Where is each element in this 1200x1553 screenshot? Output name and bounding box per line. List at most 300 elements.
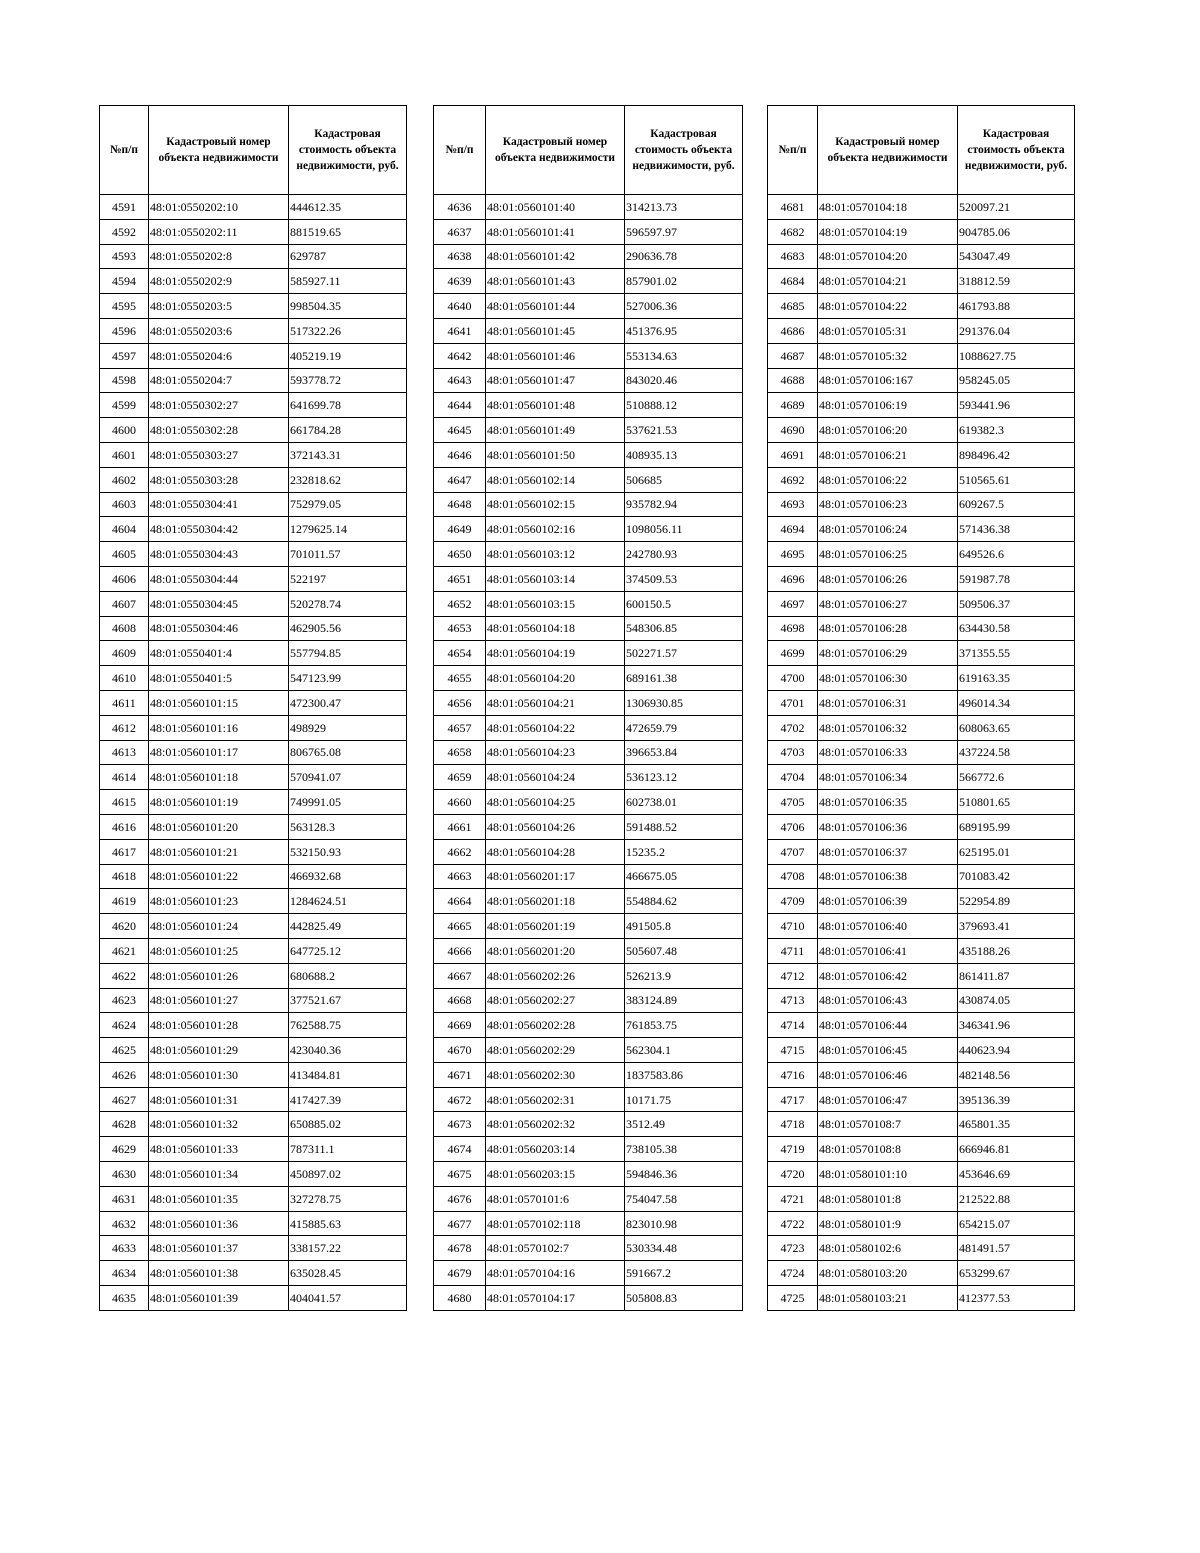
cadastral-value: 526213.9: [625, 963, 743, 988]
table-row: [434, 988, 743, 1013]
table-row: [434, 566, 743, 591]
row-number: 4698: [768, 616, 818, 641]
cadastral-number: 48:01:0550204:6: [149, 343, 289, 368]
cadastral-value: 843020.46: [625, 368, 743, 393]
row-number: 4592: [100, 219, 149, 244]
cadastral-value: 861411.87: [958, 963, 1075, 988]
cadastral-number: 48:01:0560102:15: [486, 492, 625, 517]
cadastral-number: 48:01:0580103:20: [818, 1261, 958, 1286]
cadastral-number: 48:01:0560101:25: [149, 938, 289, 963]
table-row: [434, 889, 743, 914]
cadastral-value: 689195.99: [958, 814, 1075, 839]
row-number: 4689: [768, 393, 818, 418]
cadastral-value: 570941.07: [289, 765, 407, 790]
cadastral-number: 48:01:0550401:5: [149, 666, 289, 691]
cadastral-number: 48:01:0560104:18: [486, 616, 625, 641]
cadastral-value: 290636.78: [625, 244, 743, 269]
table-row: [768, 715, 1075, 740]
cadastral-value: 647725.12: [289, 938, 407, 963]
row-number: 4626: [100, 1062, 149, 1087]
cadastral-number: 48:01:0550202:11: [149, 219, 289, 244]
row-number: 4707: [768, 839, 818, 864]
row-number: 4710: [768, 914, 818, 939]
table-row: [100, 368, 407, 393]
cadastral-number: 48:01:0560101:19: [149, 790, 289, 815]
table-row: [768, 566, 1075, 591]
cadastral-value: 242780.93: [625, 542, 743, 567]
cadastral-value: 641699.78: [289, 393, 407, 418]
cadastral-value: 505808.83: [625, 1286, 743, 1311]
row-number: 4593: [100, 244, 149, 269]
row-number: 4611: [100, 690, 149, 715]
cadastral-number: 48:01:0550202:9: [149, 269, 289, 294]
cadastral-number: 48:01:0560101:15: [149, 690, 289, 715]
cadastral-value: 453646.69: [958, 1162, 1075, 1187]
row-number: 4712: [768, 963, 818, 988]
row-number: 4649: [434, 517, 486, 542]
table-row: [768, 1261, 1075, 1286]
table-row: [434, 666, 743, 691]
cadastral-number: 48:01:0570106:31: [818, 690, 958, 715]
cadastral-number: 48:01:0580102:6: [818, 1236, 958, 1261]
header-cadastral-number: Кадастровый номер объекта недвижимости: [818, 106, 958, 195]
cadastral-number: 48:01:0560202:27: [486, 988, 625, 1013]
row-number: 4705: [768, 790, 818, 815]
cadastral-value: 1306930.85: [625, 690, 743, 715]
cadastral-value: 327278.75: [289, 1186, 407, 1211]
row-number: 4700: [768, 666, 818, 691]
cadastral-value: 530334.48: [625, 1236, 743, 1261]
row-number: 4652: [434, 591, 486, 616]
table-row: [768, 690, 1075, 715]
table-row: [434, 616, 743, 641]
cadastral-value: 510801.65: [958, 790, 1075, 815]
cadastral-value: 1837583.86: [625, 1062, 743, 1087]
cadastral-value: 404041.57: [289, 1286, 407, 1311]
cadastral-value: 372143.31: [289, 442, 407, 467]
cadastral-value: 461793.88: [958, 294, 1075, 319]
cadastral-number: 48:01:0550304:41: [149, 492, 289, 517]
cadastral-value: 491505.8: [625, 914, 743, 939]
row-number: 4684: [768, 269, 818, 294]
cadastral-number: 48:01:0560202:28: [486, 1013, 625, 1038]
cadastral-number: 48:01:0570102:7: [486, 1236, 625, 1261]
header-number: №п/п: [768, 106, 818, 195]
cadastral-number: 48:01:0560104:20: [486, 666, 625, 691]
cadastral-number: 48:01:0570106:167: [818, 368, 958, 393]
table-row: [434, 715, 743, 740]
table-row: [768, 740, 1075, 765]
table-row: [768, 418, 1075, 443]
row-number: 4655: [434, 666, 486, 691]
cadastral-value: 666946.81: [958, 1137, 1075, 1162]
cadastral-value: 15235.2: [625, 839, 743, 864]
cadastral-value: 608063.65: [958, 715, 1075, 740]
cadastral-number: 48:01:0560101:38: [149, 1261, 289, 1286]
table-row: [100, 690, 407, 715]
table-header-row: [434, 106, 743, 195]
cadastral-number: 48:01:0570104:16: [486, 1261, 625, 1286]
table-row: [768, 343, 1075, 368]
cadastral-number: 48:01:0560104:22: [486, 715, 625, 740]
table-row: [434, 1087, 743, 1112]
row-number: 4682: [768, 219, 818, 244]
cadastral-number: 48:01:0560101:37: [149, 1236, 289, 1261]
table-row: [768, 244, 1075, 269]
row-number: 4620: [100, 914, 149, 939]
cadastral-value: 557794.85: [289, 641, 407, 666]
cadastral-number: 48:01:0560104:19: [486, 641, 625, 666]
cadastral-value: 314213.73: [625, 195, 743, 220]
cadastral-table-3: [767, 105, 1075, 1311]
row-number: 4644: [434, 393, 486, 418]
cadastral-number: 48:01:0570105:32: [818, 343, 958, 368]
cadastral-number: 48:01:0560101:27: [149, 988, 289, 1013]
cadastral-value: 596597.97: [625, 219, 743, 244]
row-number: 4667: [434, 963, 486, 988]
cadastral-number: 48:01:0570106:21: [818, 442, 958, 467]
cadastral-number: 48:01:0560101:40: [486, 195, 625, 220]
cadastral-value: 520278.74: [289, 591, 407, 616]
cadastral-value: 749991.05: [289, 790, 407, 815]
table-row: [768, 219, 1075, 244]
cadastral-value: 395136.39: [958, 1087, 1075, 1112]
row-number: 4601: [100, 442, 149, 467]
cadastral-value: 738105.38: [625, 1137, 743, 1162]
cadastral-value: 649526.6: [958, 542, 1075, 567]
table-row: [768, 1038, 1075, 1063]
table-row: [768, 467, 1075, 492]
table-row: [768, 294, 1075, 319]
cadastral-number: 48:01:0570106:37: [818, 839, 958, 864]
cadastral-value: 762588.75: [289, 1013, 407, 1038]
cadastral-value: 412377.53: [958, 1286, 1075, 1311]
cadastral-number: 48:01:0560201:20: [486, 938, 625, 963]
cadastral-number: 48:01:0560102:14: [486, 467, 625, 492]
cadastral-number: 48:01:0570106:26: [818, 566, 958, 591]
table-row: [768, 1137, 1075, 1162]
row-number: 4718: [768, 1112, 818, 1137]
cadastral-value: 437224.58: [958, 740, 1075, 765]
row-number: 4666: [434, 938, 486, 963]
row-number: 4723: [768, 1236, 818, 1261]
table-row: [768, 542, 1075, 567]
row-number: 4638: [434, 244, 486, 269]
cadastral-value: 472659.79: [625, 715, 743, 740]
row-number: 4603: [100, 492, 149, 517]
table-row: [100, 914, 407, 939]
cadastral-number: 48:01:0560101:23: [149, 889, 289, 914]
cadastral-number: 48:01:0570106:35: [818, 790, 958, 815]
cadastral-value: 3512.49: [625, 1112, 743, 1137]
row-number: 4635: [100, 1286, 149, 1311]
row-number: 4610: [100, 666, 149, 691]
cadastral-number: 48:01:0550304:43: [149, 542, 289, 567]
row-number: 4720: [768, 1162, 818, 1187]
cadastral-number: 48:01:0560101:18: [149, 765, 289, 790]
cadastral-number: 48:01:0580101:9: [818, 1211, 958, 1236]
cadastral-number: 48:01:0550302:28: [149, 418, 289, 443]
cadastral-number: 48:01:0580103:21: [818, 1286, 958, 1311]
cadastral-number: 48:01:0560202:26: [486, 963, 625, 988]
cadastral-value: 680688.2: [289, 963, 407, 988]
table-row: [100, 1038, 407, 1063]
cadastral-number: 48:01:0570106:22: [818, 467, 958, 492]
cadastral-value: 451376.95: [625, 318, 743, 343]
cadastral-value: 517322.26: [289, 318, 407, 343]
cadastral-number: 48:01:0570108:8: [818, 1137, 958, 1162]
row-number: 4699: [768, 641, 818, 666]
cadastral-number: 48:01:0560203:14: [486, 1137, 625, 1162]
table-row: [434, 294, 743, 319]
row-number: 4623: [100, 988, 149, 1013]
table-row: [100, 219, 407, 244]
table-row: [434, 790, 743, 815]
cadastral-value: 522954.89: [958, 889, 1075, 914]
table-row: [434, 914, 743, 939]
cadastral-number: 48:01:0560201:18: [486, 889, 625, 914]
table-row: [100, 1186, 407, 1211]
table-row: [768, 666, 1075, 691]
cadastral-number: 48:01:0570106:36: [818, 814, 958, 839]
cadastral-number: 48:01:0570106:30: [818, 666, 958, 691]
cadastral-value: 619163.35: [958, 666, 1075, 691]
row-number: 4724: [768, 1261, 818, 1286]
cadastral-value: 806765.08: [289, 740, 407, 765]
row-number: 4617: [100, 839, 149, 864]
cadastral-value: 379693.41: [958, 914, 1075, 939]
cadastral-number: 48:01:0560101:26: [149, 963, 289, 988]
row-number: 4658: [434, 740, 486, 765]
table-row: [768, 938, 1075, 963]
table-header-row: [768, 106, 1075, 195]
cadastral-number: 48:01:0560103:15: [486, 591, 625, 616]
table-row: [100, 1087, 407, 1112]
table-row: [434, 1162, 743, 1187]
table-row: [100, 641, 407, 666]
row-number: 4641: [434, 318, 486, 343]
cadastral-value: 591987.78: [958, 566, 1075, 591]
row-number: 4678: [434, 1236, 486, 1261]
cadastral-value: 505607.48: [625, 938, 743, 963]
row-number: 4677: [434, 1211, 486, 1236]
cadastral-number: 48:01:0560101:43: [486, 269, 625, 294]
cadastral-number: 48:01:0570106:34: [818, 765, 958, 790]
cadastral-value: 450897.02: [289, 1162, 407, 1187]
cadastral-number: 48:01:0560201:19: [486, 914, 625, 939]
cadastral-number: 48:01:0560101:46: [486, 343, 625, 368]
table-row: [768, 368, 1075, 393]
cadastral-value: 602738.01: [625, 790, 743, 815]
cadastral-number: 48:01:0550304:42: [149, 517, 289, 542]
cadastral-number: 48:01:0550304:46: [149, 616, 289, 641]
table-row: [768, 1087, 1075, 1112]
cadastral-number: 48:01:0560101:41: [486, 219, 625, 244]
cadastral-number: 48:01:0570106:42: [818, 963, 958, 988]
table-row: [100, 442, 407, 467]
table-row: [100, 1286, 407, 1311]
cadastral-number: 48:01:0560101:32: [149, 1112, 289, 1137]
cadastral-value: 547123.99: [289, 666, 407, 691]
cadastral-value: 440623.94: [958, 1038, 1075, 1063]
cadastral-number: 48:01:0560203:15: [486, 1162, 625, 1187]
row-number: 4637: [434, 219, 486, 244]
cadastral-number: 48:01:0560101:42: [486, 244, 625, 269]
row-number: 4671: [434, 1062, 486, 1087]
cadastral-value: 465801.35: [958, 1112, 1075, 1137]
cadastral-value: 520097.21: [958, 195, 1075, 220]
table-row: [100, 1112, 407, 1137]
cadastral-value: 506685: [625, 467, 743, 492]
cadastral-value: 509506.37: [958, 591, 1075, 616]
header-cadastral-number: Кадастровый номер объекта недвижимости: [149, 106, 289, 195]
table-row: [434, 1112, 743, 1137]
row-number: 4651: [434, 566, 486, 591]
table-row: [434, 864, 743, 889]
row-number: 4629: [100, 1137, 149, 1162]
row-number: 4679: [434, 1261, 486, 1286]
cadastral-value: 1098056.11: [625, 517, 743, 542]
row-number: 4656: [434, 690, 486, 715]
cadastral-number: 48:01:0550204:7: [149, 368, 289, 393]
table-row: [100, 244, 407, 269]
table-row: [768, 988, 1075, 1013]
table-row: [434, 343, 743, 368]
cadastral-value: 318812.59: [958, 269, 1075, 294]
table-row: [100, 343, 407, 368]
row-number: 4646: [434, 442, 486, 467]
table-row: [434, 517, 743, 542]
cadastral-number: 48:01:0570106:44: [818, 1013, 958, 1038]
table-row: [100, 1137, 407, 1162]
table-row: [100, 790, 407, 815]
cadastral-number: 48:01:0570106:43: [818, 988, 958, 1013]
row-number: 4674: [434, 1137, 486, 1162]
cadastral-number: 48:01:0570106:39: [818, 889, 958, 914]
table-row: [100, 1261, 407, 1286]
cadastral-number: 48:01:0560101:33: [149, 1137, 289, 1162]
row-number: 4618: [100, 864, 149, 889]
cadastral-number: 48:01:0560202:29: [486, 1038, 625, 1063]
row-number: 4616: [100, 814, 149, 839]
row-number: 4663: [434, 864, 486, 889]
cadastral-value: 466932.68: [289, 864, 407, 889]
cadastral-number: 48:01:0550202:10: [149, 195, 289, 220]
cadastral-value: 417427.39: [289, 1087, 407, 1112]
cadastral-number: 48:01:0570102:118: [486, 1211, 625, 1236]
cadastral-number: 48:01:0550304:45: [149, 591, 289, 616]
cadastral-number: 48:01:0560104:28: [486, 839, 625, 864]
cadastral-number: 48:01:0570106:27: [818, 591, 958, 616]
cadastral-value: 593441.96: [958, 393, 1075, 418]
cadastral-number: 48:01:0560101:45: [486, 318, 625, 343]
cadastral-value: 591488.52: [625, 814, 743, 839]
cadastral-value: 444612.35: [289, 195, 407, 220]
cadastral-value: 482148.56: [958, 1062, 1075, 1087]
cadastral-number: 48:01:0580101:10: [818, 1162, 958, 1187]
row-number: 4688: [768, 368, 818, 393]
cadastral-number: 48:01:0570104:19: [818, 219, 958, 244]
cadastral-number: 48:01:0570106:20: [818, 418, 958, 443]
table-row: [100, 1162, 407, 1187]
cadastral-number: 48:01:0560101:47: [486, 368, 625, 393]
cadastral-value: 701011.57: [289, 542, 407, 567]
cadastral-value: 472300.47: [289, 690, 407, 715]
row-number: 4600: [100, 418, 149, 443]
cadastral-number: 48:01:0560101:17: [149, 740, 289, 765]
cadastral-number: 48:01:0570106:41: [818, 938, 958, 963]
cadastral-value: 563128.3: [289, 814, 407, 839]
cadastral-number: 48:01:0560101:50: [486, 442, 625, 467]
cadastral-number: 48:01:0570101:6: [486, 1186, 625, 1211]
cadastral-value: 571436.38: [958, 517, 1075, 542]
table-row: [100, 616, 407, 641]
table-row: [100, 1236, 407, 1261]
row-number: 4717: [768, 1087, 818, 1112]
table-row: [434, 765, 743, 790]
row-number: 4714: [768, 1013, 818, 1038]
cadastral-value: 635028.45: [289, 1261, 407, 1286]
cadastral-number: 48:01:0560101:31: [149, 1087, 289, 1112]
table-row: [434, 938, 743, 963]
cadastral-value: 661784.28: [289, 418, 407, 443]
row-number: 4708: [768, 864, 818, 889]
row-number: 4609: [100, 641, 149, 666]
table-row: [768, 393, 1075, 418]
row-number: 4660: [434, 790, 486, 815]
table-body: [768, 195, 1075, 1311]
table-row: [100, 269, 407, 294]
cadastral-number: 48:01:0560101:22: [149, 864, 289, 889]
cadastral-table-1: [99, 105, 407, 1311]
row-number: 4591: [100, 195, 149, 220]
cadastral-value: 958245.05: [958, 368, 1075, 393]
cadastral-number: 48:01:0570106:46: [818, 1062, 958, 1087]
row-number: 4628: [100, 1112, 149, 1137]
table-row: [434, 641, 743, 666]
cadastral-number: 48:01:0550203:6: [149, 318, 289, 343]
cadastral-number: 48:01:0550202:8: [149, 244, 289, 269]
cadastral-number: 48:01:0560101:39: [149, 1286, 289, 1311]
cadastral-table-2: [433, 105, 743, 1311]
cadastral-value: 898496.42: [958, 442, 1075, 467]
cadastral-value: 654215.07: [958, 1211, 1075, 1236]
cadastral-number: 48:01:0570106:23: [818, 492, 958, 517]
row-number: 4608: [100, 616, 149, 641]
row-number: 4627: [100, 1087, 149, 1112]
table-row: [768, 318, 1075, 343]
row-number: 4702: [768, 715, 818, 740]
row-number: 4701: [768, 690, 818, 715]
cadastral-value: 1088627.75: [958, 343, 1075, 368]
cadastral-value: 566772.6: [958, 765, 1075, 790]
cadastral-value: 502271.57: [625, 641, 743, 666]
cadastral-number: 48:01:0560101:16: [149, 715, 289, 740]
row-number: 4621: [100, 938, 149, 963]
row-number: 4654: [434, 641, 486, 666]
cadastral-number: 48:01:0550302:27: [149, 393, 289, 418]
cadastral-number: 48:01:0570106:45: [818, 1038, 958, 1063]
cadastral-number: 48:01:0570104:20: [818, 244, 958, 269]
cadastral-number: 48:01:0570106:32: [818, 715, 958, 740]
row-number: 4668: [434, 988, 486, 1013]
cadastral-value: 857901.02: [625, 269, 743, 294]
table-body: [434, 195, 743, 1311]
table-row: [768, 1211, 1075, 1236]
table-row: [434, 963, 743, 988]
cadastral-number: 48:01:0550304:44: [149, 566, 289, 591]
cadastral-number: 48:01:0560102:16: [486, 517, 625, 542]
